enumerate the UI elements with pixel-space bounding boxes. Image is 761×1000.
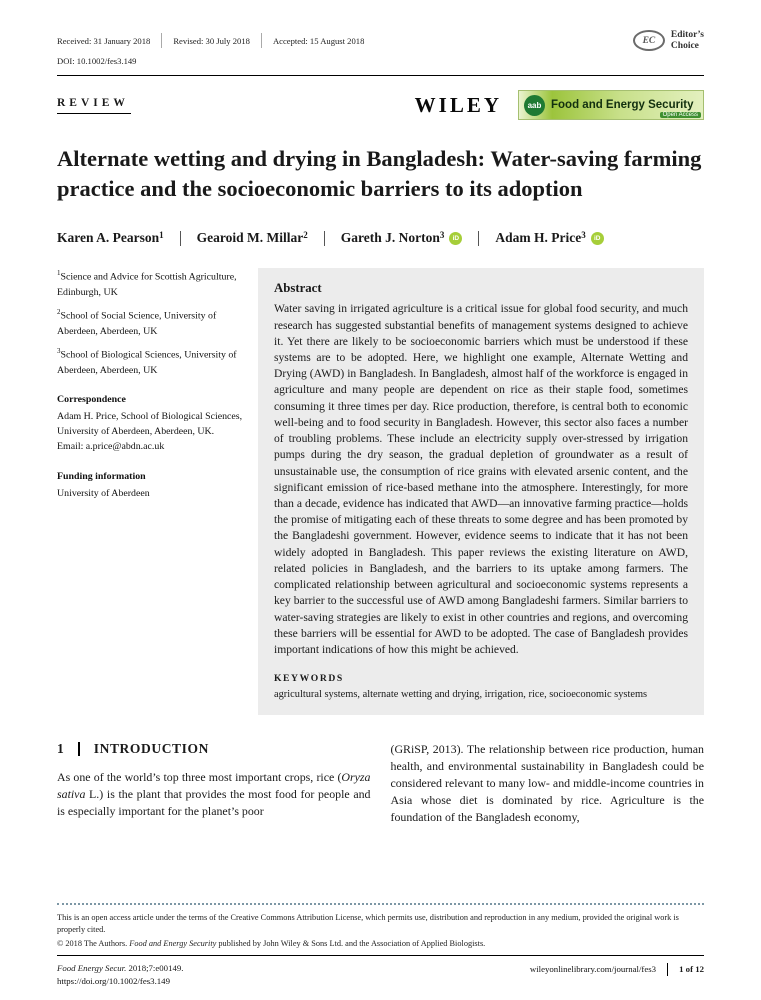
editors-choice-icon: EC [633, 30, 665, 51]
main-content [57, 268, 704, 715]
doi-line: DOI: 10.1002/fes3.149 [57, 56, 137, 66]
brand-row [57, 90, 704, 120]
section-heading [57, 741, 371, 757]
correspondence-email [57, 440, 243, 455]
society-logo-icon: aab [524, 95, 545, 116]
section-title: INTRODUCTION [93, 741, 209, 757]
affiliation-mark: 3 [439, 230, 445, 241]
section-number: 1 [57, 741, 65, 757]
wiley-logo: WILEY [414, 92, 502, 117]
citation-line: Food Energy Secur. 2018;7:e00149. [57, 962, 184, 973]
divider [667, 963, 668, 976]
article-type-label: REVIEW [57, 97, 131, 114]
article-info-sidebar [57, 268, 243, 715]
accepted-date: Accepted: 15 August 2018 [272, 35, 365, 46]
orcid-icon[interactable]: iD [591, 232, 604, 245]
orcid-icon[interactable]: iD [449, 232, 462, 245]
affiliation: $^3$School of Biological Sciences, University of Aberdeen, Aberdeen, UK [57, 347, 237, 376]
affiliation: $^2$School of Social Science, University of Aberdeen, Aberdeen, UK [57, 308, 217, 337]
intro-column-left [57, 741, 371, 826]
footer-row [57, 962, 704, 989]
license-text: This is an open access article under the terms of the Creative Commons Attribution License, which permits use, distribution and reproduction in any medium, provided the original work is properly cited. [57, 912, 679, 934]
publisher-block [415, 90, 704, 120]
introduction-section [57, 741, 704, 826]
divider [324, 231, 325, 246]
received-date: Received: 31 January 2018 [57, 35, 151, 46]
journal-banner [518, 90, 704, 120]
funding-body: University of Aberdeen [57, 487, 150, 499]
divider [78, 742, 79, 756]
intro-paragraph: (GRiSP, 2013). The relationship between rice production, human health, and environmental sustainability in Bangladesh could be considered relevant to many low- and middle-income countries in Asia whose diet is dominated by rice. Agriculture is the foundation of the Bangladesh economy, [390, 742, 704, 824]
author: Gearoid M. Millar 2 [196, 230, 308, 246]
dotted-divider [57, 903, 704, 905]
keywords-heading: KEYWORDS [274, 673, 344, 685]
affiliation-mark: 2 [303, 230, 308, 241]
page-footer [57, 903, 704, 989]
header-rule [57, 75, 704, 76]
footer-rule [57, 955, 704, 956]
article-dates [57, 33, 364, 48]
author: Adam H. Price 3 iD [495, 230, 603, 246]
revised-date: Revised: 30 July 2018 [173, 35, 250, 46]
author: Karen A. Pearson 1 [57, 230, 164, 246]
copyright-text: © 2018 The Authors. Food and Energy Security published by John Wiley & Sons Ltd. and the Association of Applied Biologists. [57, 938, 486, 948]
author-list [57, 230, 704, 246]
affiliation: $^1$Science and Advice for Scottish Agriculture, Edinburgh, UK [57, 269, 237, 298]
open-access-tag: Open Access [660, 112, 701, 118]
abstract-text: Water saving in irrigated agriculture is a critical issue for global food security, and much research has suggested substantial benefits of management systems designed to achieve it. Yet there are likely to be socioeconomic barriers which must be understood if these systems are to be adopted. Here, we highlight one example, Alternate Wetting and Drying (AWD) in Bangladesh. In Bangladesh, almost half of the workforce is engaged in agriculture and many people are dependent on rice as their staple food, sometimes consuming it three times per day. Rice production, therefore, is central both to economic well-being and to food security in Bangladesh. However, this sector also faces a number of troubling problems. These include an electricity supply over-stressed by irrigation pumps during the dry season, the gradual depletion of groundwater as a result of unsustainable use, the consumption of rice grains with elevated arsenic content, and the significant emission of rice-based methane into the atmosphere. Interestingly, for more than a decade, evidence has indicated that AWD—an innovative farming practice—holds the promise of mitigating each of these threats to some degree and has been promoted by the Bangladeshi government. However, evidence seems to indicate that it has not been widely adopted in Bangladesh. This paper reviews the existing literature on AWD, related policies in Bangladesh, and the barriers to its uptake among farmers. The complicated relationship between agricultural and socioeconomic systems represents a key barrier to the successful use of AWD among Bangladeshi farmers. Similar barriers to water-saving strategies are likely to exist in other countries and regions, and overcoming these barriers will be essential for AWD to be adopted. The case of Bangladesh provides important indications of how this might be achieved. [274, 302, 688, 656]
article-history-row [57, 30, 704, 51]
affiliation-mark: 1 [159, 230, 164, 241]
affiliation-mark: 3 [581, 230, 586, 241]
divider [478, 231, 479, 246]
keywords-text: agricultural systems, alternate wetting and drying, irrigation, rice, socioeconomic systems [274, 689, 648, 701]
funding-heading: Funding information [57, 470, 146, 482]
doi-link[interactable]: https://doi.org/10.1002/fes3.149 [57, 976, 170, 987]
article-title: Alternate wetting and drying in Bangladesh: Water-saving farming practice and the socioeconomic barriers to its adoption [57, 146, 702, 201]
correspondence-body: Adam H. Price, School of Biological Sciences, University of Aberdeen, Aberdeen, UK. [57, 411, 243, 438]
author: Gareth J. Norton 3 iD [341, 230, 463, 246]
intro-column-right [391, 741, 705, 826]
email-link[interactable]: Email: a.price@abdn.ac.uk [57, 441, 165, 452]
intro-columns [57, 741, 704, 826]
divider [180, 231, 181, 246]
page-number: 1 of 12 [679, 964, 704, 975]
abstract-heading: Abstract [274, 281, 322, 296]
abstract-section [258, 268, 704, 715]
footer-right [530, 963, 704, 976]
intro-paragraph: As one of the world’s top three most important crops, rice (Oryza sativa L.) is the plant that provides the most food for people and is especially important for the planet’s poor [57, 770, 371, 818]
editors-choice-label: Editor’s Choice [670, 30, 704, 51]
journal-name: Food and Energy Security [551, 99, 694, 111]
divider [161, 33, 162, 48]
species-name: Oryza sativa [57, 770, 371, 802]
divider [261, 33, 262, 48]
editors-choice-badge [633, 30, 704, 51]
journal-site-link[interactable]: wileyonlinelibrary.com/journal/fes3 [529, 964, 657, 975]
citation-block [57, 962, 183, 989]
correspondence-heading: Correspondence [57, 394, 126, 406]
